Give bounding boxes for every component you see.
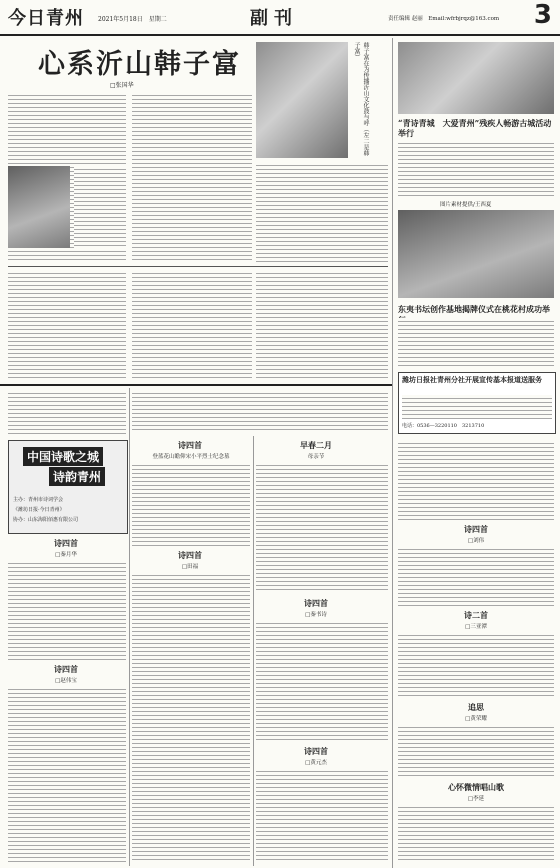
poem-author: □秦月华	[55, 552, 77, 558]
article-text-row2-col-2	[132, 270, 252, 380]
event-photo-credit: 图片素材提供/王西夏	[440, 202, 492, 208]
poem-author: □刘伟	[467, 538, 485, 544]
article-text-col-2	[132, 92, 252, 262]
ad-phone: 电话：0536—3220110 3213710	[402, 423, 485, 429]
poem-body	[398, 804, 554, 862]
poem-body	[8, 686, 126, 862]
poem-body	[132, 462, 250, 546]
poetry-host: 主办：青州市诗词学会	[13, 497, 64, 503]
poem-body	[398, 546, 554, 606]
poetry-box-title: 中国诗歌之城	[23, 447, 103, 466]
article-text-row2-col-1	[8, 270, 126, 380]
poem-body	[398, 632, 554, 698]
poem-body	[256, 462, 388, 592]
poem-author: □黄元杰	[305, 760, 327, 766]
issue-date: 2021年5月18日 星期二	[98, 16, 167, 23]
poem-author: □李延	[467, 796, 485, 802]
poem-author: □秦书诗	[305, 612, 327, 618]
poem-author: □赵伟宝	[55, 678, 77, 684]
article-text-col-3	[256, 162, 388, 262]
article-text-row2-col-3	[256, 270, 388, 380]
poem-title: 诗二首	[464, 610, 488, 620]
event-text	[398, 140, 554, 196]
article2-text	[398, 318, 554, 368]
poetry-support: 协办：山东海阳佰惠有限公司	[13, 517, 79, 523]
poem-body	[132, 572, 250, 862]
poem-title: 诗四首	[178, 440, 202, 450]
poem-body	[256, 768, 388, 862]
event-photo	[398, 42, 554, 114]
poem-title: 诗四首	[178, 550, 202, 560]
poem-title: 心怀微情唱山歌	[448, 782, 504, 792]
brand-title: 今日青州	[8, 8, 84, 29]
feature-title: 心系沂山韩子富	[38, 49, 241, 80]
page-number: 3	[533, 0, 552, 30]
poem-title: 诗四首	[54, 664, 78, 674]
poem-author: □田福	[181, 564, 199, 570]
poem-body	[8, 560, 126, 660]
poem-body	[256, 620, 388, 740]
article2-title: 东夷书坛创作基地揭牌仪式在桃花村成功举	[398, 304, 550, 314]
poetry-co: 《潍坊日报·今日青州》	[13, 507, 65, 513]
poetry-box-subtitle: 诗韵青州	[49, 467, 105, 486]
poem-title: 诗四首	[304, 598, 328, 608]
poem-title: 早春二月	[300, 440, 332, 450]
poem-body	[398, 440, 554, 520]
photo-caption: 韩子富在为传播沂山文化鼓与呼（左二是韩子富）	[353, 42, 369, 156]
editor-info: 责任编辑 赵丽 Email:wfrbjrqz@163.com	[388, 16, 500, 22]
inset-photo	[8, 166, 70, 248]
poem-author: □黄荣耀	[465, 716, 487, 722]
feature-byline: □张国华	[110, 82, 134, 89]
ad-title: 潍坊日报社青州分社开展宣传基本报道送服务	[402, 376, 542, 384]
poetry-box	[8, 440, 128, 534]
poem-title: 诗四首	[54, 538, 78, 548]
poem-subtitle: 登蓝花山瞻仰宋小平烈士纪念墓	[152, 454, 230, 460]
poetry-intro-text-1	[8, 390, 126, 436]
feature-photo	[256, 42, 348, 158]
service-ad	[398, 372, 556, 434]
section-title: 副刊	[250, 8, 298, 29]
calligraphy-photo	[398, 210, 554, 298]
masthead	[0, 0, 560, 36]
event-title: “青诗青城 大爱青州”残疾人畅游古城活动举行	[398, 118, 552, 138]
poem-title: 诗四首	[304, 746, 328, 756]
poem-subtitle: 母亲节	[307, 454, 325, 460]
poem-author: □三亚潭	[465, 624, 487, 630]
poem-title: 追思	[468, 702, 484, 712]
poetry-intro-text-2	[132, 390, 388, 430]
poem-title: 诗四首	[464, 524, 488, 534]
article-text-col-1b	[74, 166, 126, 248]
poem-body	[398, 724, 554, 778]
ad-text	[402, 395, 552, 419]
